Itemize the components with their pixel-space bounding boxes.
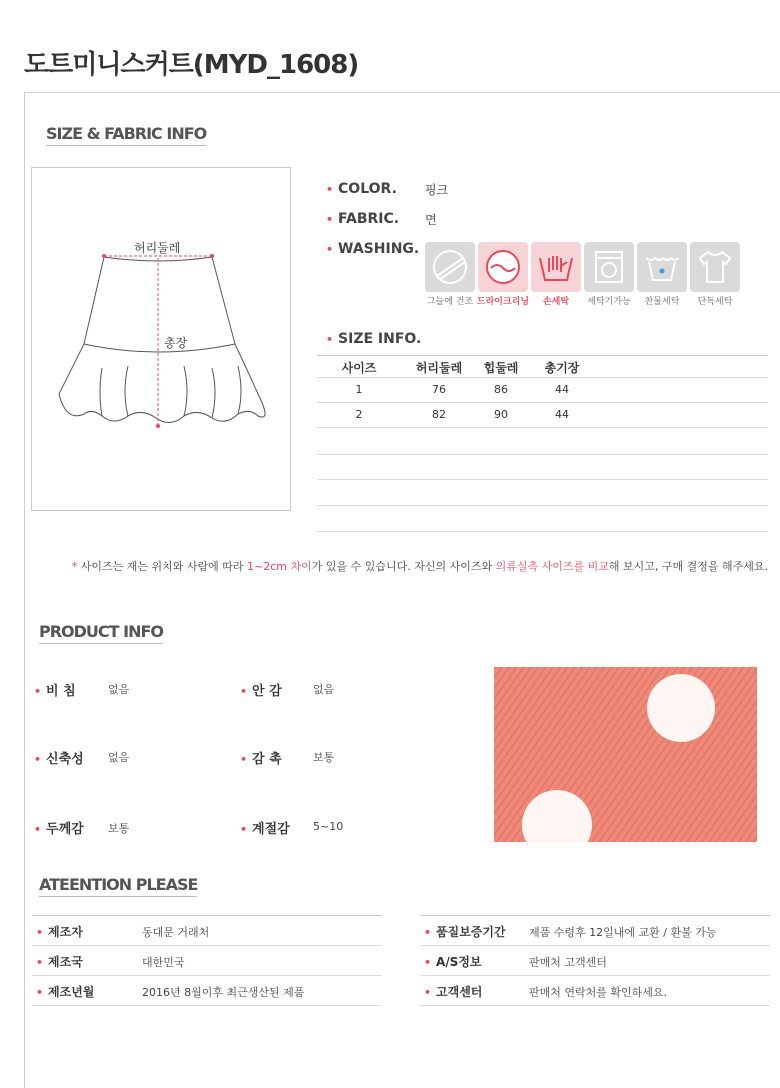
product-key-texture: • 감 촉 bbox=[240, 752, 282, 767]
shade-dry-icon bbox=[425, 242, 475, 292]
cell-hip: 86 bbox=[494, 383, 508, 396]
skirt-fold-2 bbox=[125, 366, 128, 416]
fabric-key: • FABRIC. bbox=[326, 211, 400, 227]
attention-heading-text: ATEENTION PLEASE bbox=[39, 875, 197, 897]
size-fabric-heading-text: SIZE & FABRIC INFO bbox=[46, 124, 206, 146]
waist-label: 허리둘레 bbox=[134, 241, 181, 255]
product-key-thickness: • 두께감 bbox=[34, 822, 84, 837]
separate-wash-icon bbox=[690, 242, 740, 292]
product-value-sheer: 없음 bbox=[108, 683, 130, 696]
washing-machine-icon bbox=[584, 242, 634, 292]
table-row-empty bbox=[317, 480, 768, 506]
color-key: • COLOR. bbox=[326, 181, 397, 197]
skirt-fold-4 bbox=[212, 368, 215, 418]
fabric-swatch-image bbox=[494, 667, 757, 842]
wash-label-hand: 손세탁 bbox=[542, 297, 570, 307]
product-value-stretch: 없음 bbox=[108, 751, 130, 764]
wash-label-shade: 그늘에 건조 bbox=[426, 297, 474, 307]
page-title: 도트미니스커트(MYD_1608) bbox=[24, 50, 359, 80]
product-key-stretch: • 신축성 bbox=[34, 752, 84, 767]
frame-left-line bbox=[24, 92, 25, 1088]
product-value-thickness: 보통 bbox=[108, 822, 130, 835]
attention-row-service: • 고객센터 판매처 연락처를 확인하세요. bbox=[420, 976, 770, 1006]
skirt-fold-3 bbox=[184, 366, 187, 416]
table-row-empty bbox=[317, 506, 768, 532]
length-label: 총장 bbox=[164, 336, 188, 350]
skirt-fold-1 bbox=[100, 368, 102, 416]
attention-row-country: • 제조국 대한민국 bbox=[32, 946, 382, 976]
dry-clean-icon bbox=[478, 242, 528, 292]
color-value: 핑크 bbox=[425, 183, 449, 197]
cell-size: 2 bbox=[355, 408, 363, 421]
product-key-sheer: • 비 침 bbox=[34, 684, 76, 699]
product-info-heading-text: PRODUCT INFO bbox=[39, 622, 163, 644]
wash-label-dryclean: 드라이크리닝 bbox=[476, 297, 530, 307]
product-value-lining: 없음 bbox=[313, 683, 335, 696]
table-row bbox=[317, 403, 768, 428]
product-key-lining: • 안 감 bbox=[240, 684, 282, 699]
polka-dot bbox=[647, 674, 715, 742]
cell-length: 44 bbox=[555, 408, 569, 421]
size-table-header bbox=[317, 355, 768, 378]
attention-row-manufacturer: • 제조자 동대문 거래처 bbox=[32, 916, 382, 946]
size-fabric-heading bbox=[46, 124, 206, 146]
wash-label-separate: 단독세탁 bbox=[697, 297, 733, 307]
header-size: 사이즈 bbox=[341, 361, 377, 375]
product-value-season: 5~10 bbox=[313, 820, 344, 833]
cell-hip: 90 bbox=[494, 408, 508, 421]
cell-size: 1 bbox=[355, 383, 363, 396]
wash-label-cold: 찬물세탁 bbox=[644, 297, 680, 307]
product-key-season: • 계절감 bbox=[240, 822, 290, 837]
cell-waist: 76 bbox=[432, 383, 446, 396]
header-hip: 힙둘레 bbox=[483, 361, 519, 375]
wash-label-machine: 세탁기가능 bbox=[587, 297, 631, 307]
header-length: 총기장 bbox=[544, 361, 580, 375]
cold-wash-icon bbox=[637, 242, 687, 292]
cell-waist: 82 bbox=[432, 408, 446, 421]
skirt-fold-5 bbox=[238, 366, 241, 414]
washing-key: • WASHING. bbox=[326, 241, 420, 257]
table-row-empty bbox=[317, 428, 768, 455]
attention-row-warranty: • 품질보증기간 제품 수령후 12일내에 교환 / 환불 가능 bbox=[420, 916, 770, 946]
table-row bbox=[317, 378, 768, 403]
size-table bbox=[317, 355, 768, 532]
skirt-outline bbox=[59, 257, 265, 423]
cell-length: 44 bbox=[555, 383, 569, 396]
table-row-empty bbox=[317, 455, 768, 480]
frame-top-line bbox=[24, 92, 780, 93]
product-value-texture: 보통 bbox=[313, 751, 335, 764]
attention-heading bbox=[39, 875, 197, 897]
header-waist: 허리둘레 bbox=[415, 361, 463, 375]
attention-row-date: • 제조년월 2016년 8월이후 최근생산된 제품 bbox=[32, 976, 382, 1006]
skirt-diagram-box bbox=[31, 167, 291, 511]
fabric-value: 면 bbox=[425, 213, 437, 227]
skirt-flounce-seam bbox=[84, 344, 235, 352]
skirt-diagram bbox=[32, 168, 290, 510]
hand-wash-icon bbox=[531, 242, 581, 292]
product-info-heading bbox=[39, 622, 163, 644]
attention-row-as: • A/S정보 판매처 고객센터 bbox=[420, 946, 770, 976]
size-info-key: • SIZE INFO. bbox=[326, 331, 422, 347]
size-note: * 사이즈는 재는 위치와 사람에 따라 1~2cm 차이가 있을 수 있습니다. 자신의 사이즈와 의류실측 사이즈를 비교해 보시고, 구매 결정을 해주세요. bbox=[71, 560, 768, 573]
